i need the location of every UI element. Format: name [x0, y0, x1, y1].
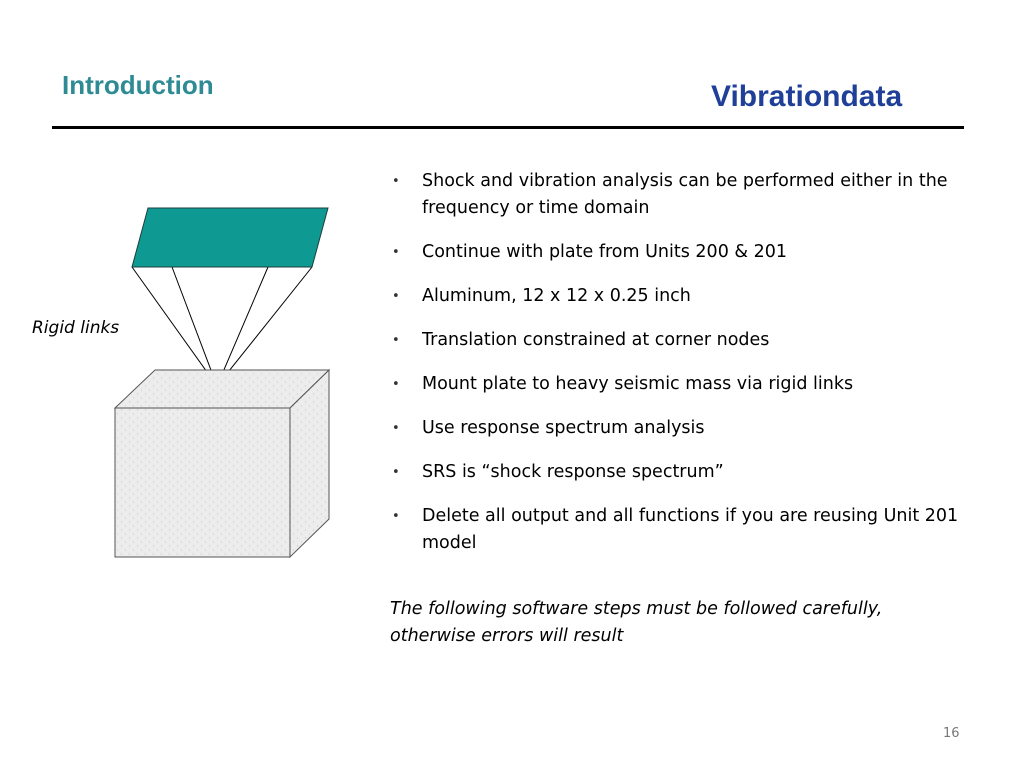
list-item	[390, 503, 970, 557]
rigid-links-label: Rigid links	[32, 318, 120, 338]
list-item	[390, 371, 970, 398]
brand-logo-text: Vibrationdata	[711, 80, 903, 113]
page-number: 16	[943, 726, 960, 741]
bullet-text: Continue with plate from Units 200 & 201	[422, 242, 787, 262]
bullet-text: Translation constrained at corner nodes	[422, 330, 770, 350]
bullet-text: Aluminum, 12 x 12 x 0.25 inch	[422, 286, 691, 306]
bullet-text: SRS is “shock response spectrum”	[422, 462, 724, 482]
bullet-icon: •	[392, 465, 400, 480]
list-item	[390, 283, 970, 310]
bullet-icon: •	[392, 509, 400, 524]
bullet-text: Shock and vibration analysis can be performed either in the frequency or time domain	[422, 171, 948, 218]
bullet-icon: •	[392, 377, 400, 392]
plate-on-seismic-mass-diagram	[0, 0, 380, 560]
bullet-icon: •	[392, 421, 400, 436]
slide-title: Introduction	[62, 70, 214, 100]
bullet-icon: •	[392, 245, 400, 260]
plate-shape	[132, 208, 328, 267]
bullet-icon: •	[392, 174, 400, 189]
rigid-link-lines	[132, 267, 312, 386]
bullet-text: Mount plate to heavy seismic mass via rigid links	[422, 374, 854, 394]
bullet-text: Delete all output and all functions if you are reusing Unit 201 model	[422, 506, 959, 553]
list-item	[390, 459, 970, 486]
caution-note: The following software steps must be followed carefully, otherwise errors will result	[390, 599, 883, 646]
bullet-icon: •	[392, 333, 400, 348]
seismic-mass-block	[115, 370, 329, 557]
bullet-text: Use response spectrum analysis	[422, 418, 705, 438]
list-item	[390, 239, 970, 266]
list-item	[390, 327, 970, 354]
bullet-list	[390, 168, 970, 574]
list-item	[390, 415, 970, 442]
bullet-icon: •	[392, 289, 400, 304]
list-item	[390, 168, 970, 222]
